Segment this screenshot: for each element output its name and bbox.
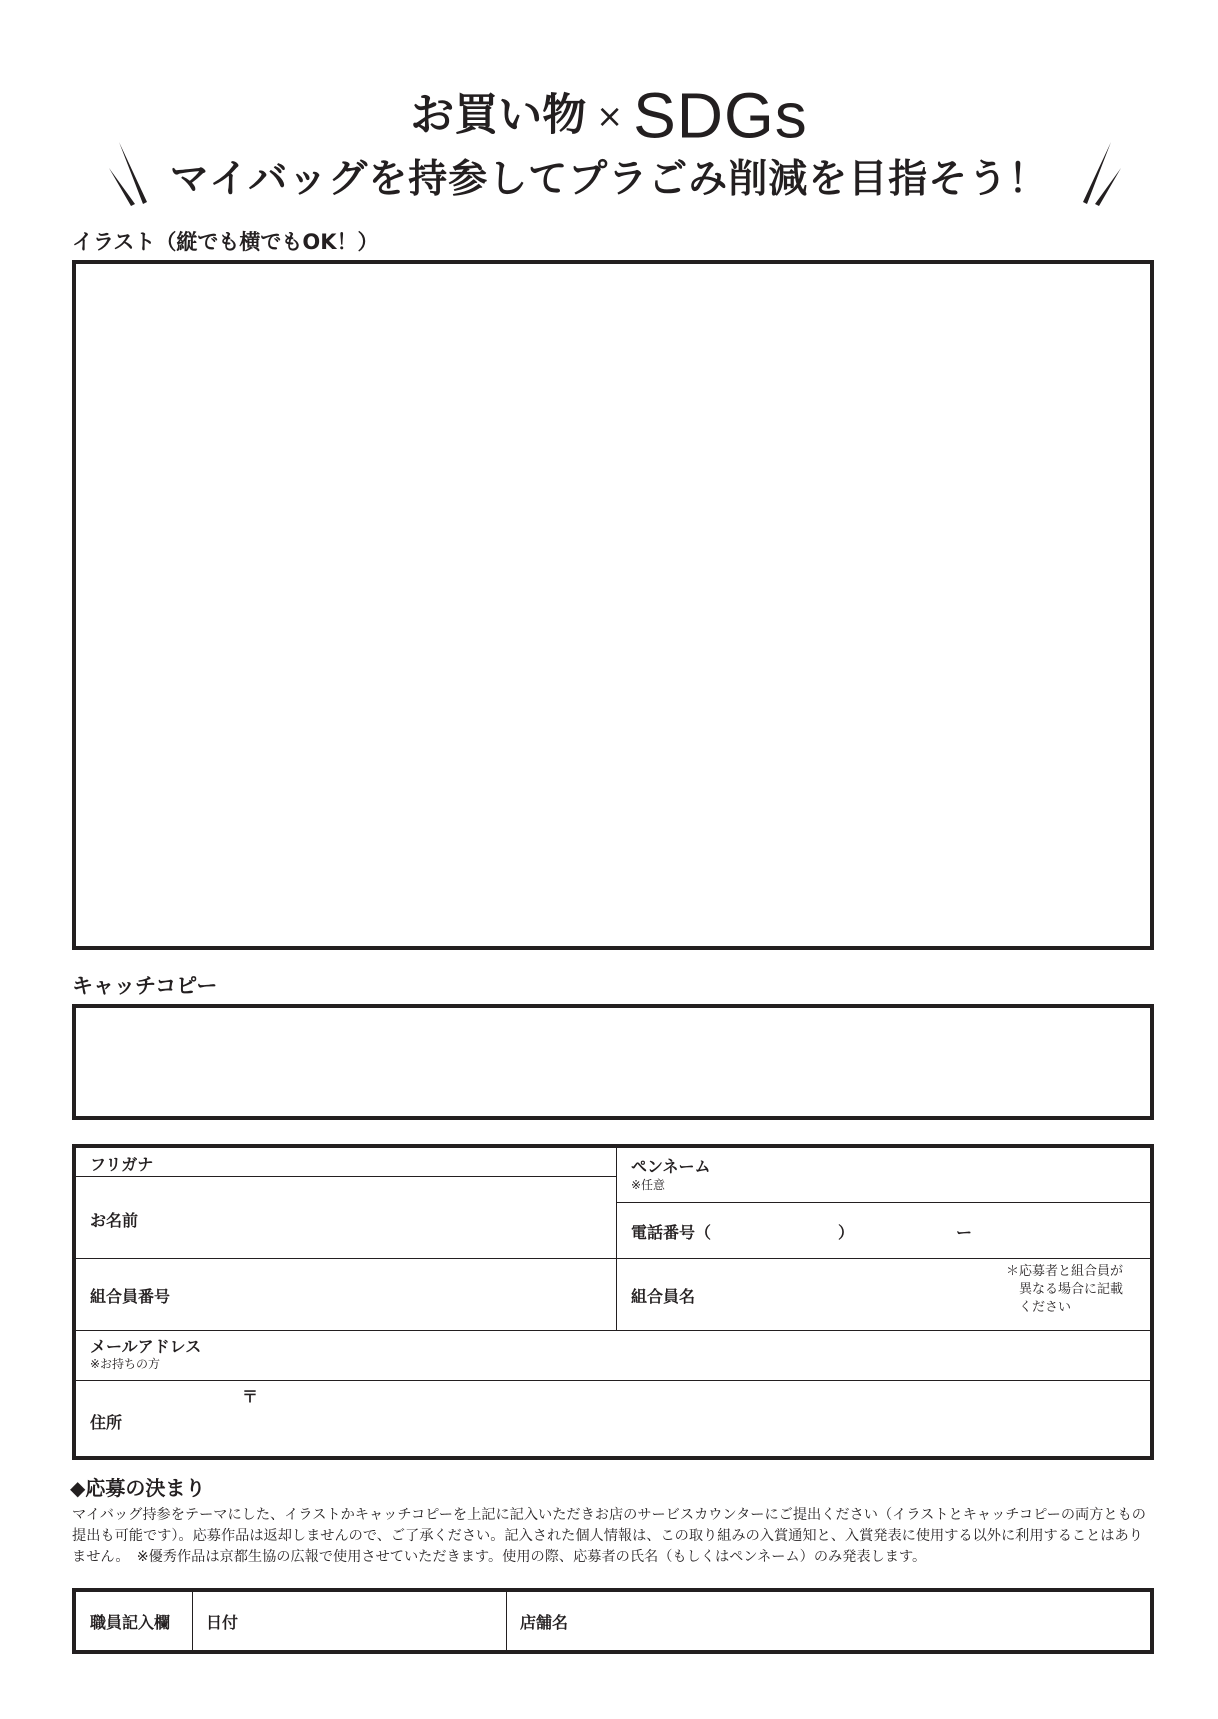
postal-mark: 〒 — [242, 1387, 259, 1406]
member-number-field[interactable]: 組合員番号 — [90, 1287, 171, 1306]
staff-date-field[interactable]: 日付 — [206, 1613, 239, 1632]
divider — [616, 1148, 617, 1330]
member-name-note-line: ください — [1019, 1300, 1072, 1315]
staff-store-field[interactable]: 店舗名 — [520, 1613, 569, 1632]
phone-field[interactable]: 電話番号（ — [631, 1223, 712, 1242]
member-name-note-line: ＊応募者と組合員が — [1006, 1264, 1124, 1279]
catchcopy-label: キャッチコピー — [72, 974, 218, 998]
title-shopping: お買い物 — [410, 89, 587, 141]
phone-close-paren: ） — [838, 1223, 855, 1242]
email-field[interactable]: メールアドレス — [90, 1337, 202, 1356]
title-sdgs: SDGs — [633, 79, 808, 152]
phone-dash: ー — [956, 1223, 973, 1242]
divider — [76, 1258, 1150, 1259]
right-accent-strokes-icon — [1065, 140, 1125, 210]
divider — [76, 1380, 1150, 1381]
catchcopy-field[interactable] — [72, 1004, 1154, 1120]
divider — [76, 1330, 1150, 1331]
divider — [616, 1202, 1150, 1203]
address-field[interactable]: 住所 — [90, 1413, 123, 1432]
rules-text: マイバッグ持参をテーマにした、イラストかキャッチコピーを上記に記入いただきお店のサービスカウンターにご提出ください（イラストとキャッチコピーの両方ともの提出も可能です）。応募作品は返却しませんので、ご了承ください。記入された個人情報は、この取り組みの入賞通知と、入賞発表に使用する以外に利用することはありません。 ※優秀作品は京都生協の広報で使用させていただきます。使用の際、応募者の氏名（もしくはペンネーム）のみ発表します。 — [72, 1507, 1146, 1565]
illustration-area[interactable] — [72, 260, 1154, 950]
illustration-label: イラスト（縦でも横でもOK！） — [72, 230, 379, 254]
page-title — [0, 80, 1218, 151]
furigana-field[interactable]: フリガナ — [90, 1155, 154, 1174]
name-field[interactable]: お名前 — [90, 1211, 139, 1230]
applicant-info-table — [72, 1144, 1154, 1460]
staff-table — [72, 1588, 1154, 1654]
divider — [76, 1176, 616, 1177]
member-name-note-line: 異なる場合に記載 — [1019, 1282, 1124, 1297]
member-name-note — [1006, 1263, 1123, 1317]
divider — [506, 1592, 507, 1650]
email-note: ※お持ちの方 — [90, 1357, 161, 1371]
penname-field[interactable]: ペンネーム — [631, 1157, 711, 1176]
divider — [192, 1592, 193, 1650]
title-times: × — [596, 96, 624, 135]
page-subtitle: マイバッグを持参してプラごみ削減を目指そう！ — [169, 157, 1049, 202]
penname-note: ※任意 — [631, 1178, 666, 1192]
staff-label: 職員記入欄 — [90, 1613, 171, 1632]
rules-heading: ◆応募の決まり — [70, 1476, 206, 1500]
member-name-field[interactable]: 組合員名 — [631, 1287, 696, 1306]
